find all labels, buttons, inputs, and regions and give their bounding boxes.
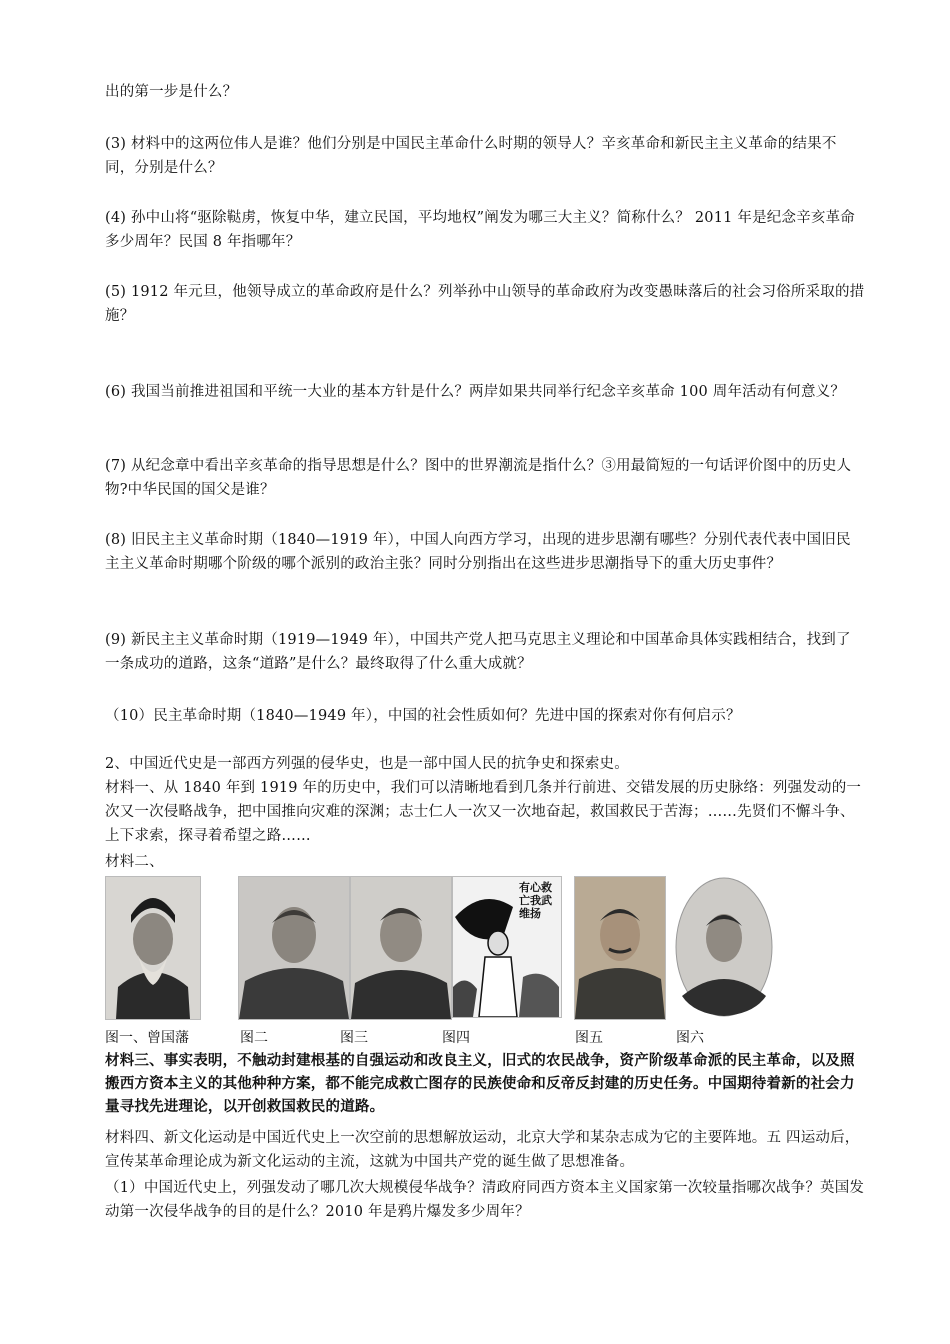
- caption-figure-6: 图六: [676, 1030, 704, 1046]
- caption-figure-1: 图一、曾国藩: [105, 1030, 189, 1046]
- question-fragment: 出的第一步是什么？: [105, 84, 238, 100]
- caption-figure-5: 图五: [575, 1030, 603, 1046]
- question-9: (9) 新民主主义革命时期（1919—1949 年），中国共产党人把马克思主义理论和中国革命具体实践相结合，找到了一条成功的道路，这条“道路”是什么？最终取得了什么重大成就？: [105, 632, 851, 672]
- caption-figure-3: 图三: [340, 1030, 368, 1046]
- caption-figure-2: 图二: [240, 1030, 268, 1046]
- question-3: (3) 材料中的这两位伟人是谁？他们分别是中国民主革命什么时期的领导人？辛亥革命和新民主主义革命的结果不同，分别是什么？: [105, 136, 837, 176]
- material-3: 材料三、事实表明，不触动封建根基的自强运动和改良主义，旧式的农民战争，资产阶级革命派的民主革命，以及照搬西方资本主义的其他种种方案，都不能完成救亡图存的民族使命和反帝反封建的历史任务。中国期待着新的社会力量寻找先进理论，以开创救国救民的道路。: [105, 1053, 855, 1115]
- subquestion-1: （1）中国近代史上，列强发动了哪几次大规模侵华战争？清政府同西方资本主义国家第一次较量指哪次战争？英国发动第一次侵华战争的目的是什么？2010 年是鸦片爆发多少周年？: [105, 1180, 865, 1220]
- section-2-heading: 2、中国近代史是一部西方列强的侵华史，也是一部中国人民的抗争史和探索史。: [105, 756, 629, 772]
- portrait-figure-6: [674, 876, 774, 1018]
- portrait-figure-5: [574, 876, 666, 1020]
- question-6: (6) 我国当前推进祖国和平统一大业的基本方针是什么？两岸如果共同举行纪念辛亥革命 100 周年活动有何意义？: [105, 384, 846, 400]
- question-7: (7) 从纪念章中看出辛亥革命的指导思想是什么？图中的世界潮流是指什么？③用最简短的一句话评价图中的历史人物?中华民国的国父是谁？: [105, 458, 852, 498]
- material-4: 材料四、新文化运动是中国近代史上一次空前的思想解放运动，北京大学和某杂志成为它的主要阵地。五 四运动后，宣传某革命理论成为新文化运动的主流，这就为中国共产党的诞生做了思想准备。: [105, 1130, 860, 1170]
- material-2-label: 材料二、: [105, 854, 164, 870]
- portrait-figure-2: [238, 876, 350, 1020]
- question-10: （10）民主革命时期（1840—1949 年），中国的社会性质如何？先进中国的探索对你有何启示？: [105, 708, 741, 724]
- question-4: (4) 孙中山将“驱除鞑虏，恢复中华，建立民国，平均地权”阐发为哪三大主义？简称什么？ 2011 年是纪念辛亥革命多少周年？民国 8 年指哪年？: [105, 210, 855, 250]
- cartoon-figure-4: [452, 876, 562, 1018]
- material-1: 材料一、从 1840 年到 1919 年的历史中，我们可以清晰地看到几条并行前进、交错发展的历史脉络：列强发动的一次又一次侵略战争，把中国推向灾难的深渊；志士仁人一次又一次地奋起，救国救民于苦海；……先贤们不懈斗争、上下求索，探寻着希望之路……: [105, 780, 862, 844]
- question-8: (8) 旧民主主义革命时期（1840—1919 年），中国人向西方学习，出现的进步思潮有哪些？分别代表代表中国旧民主主义革命时期哪个阶级的哪个派别的政治主张？同时分别指出在这些进步思潮指导下的重大历史事件？: [105, 532, 851, 572]
- cartoon-caption-text: 有心救亡我武维扬: [519, 881, 552, 920]
- portrait-figure-1: [105, 876, 201, 1020]
- caption-figure-4: 图四: [442, 1030, 470, 1046]
- portrait-figure-3: [350, 876, 452, 1020]
- question-5: (5) 1912 年元旦，他领导成立的革命政府是什么？列举孙中山领导的革命政府为改变愚昧落后的社会习俗所采取的措施？: [105, 284, 865, 324]
